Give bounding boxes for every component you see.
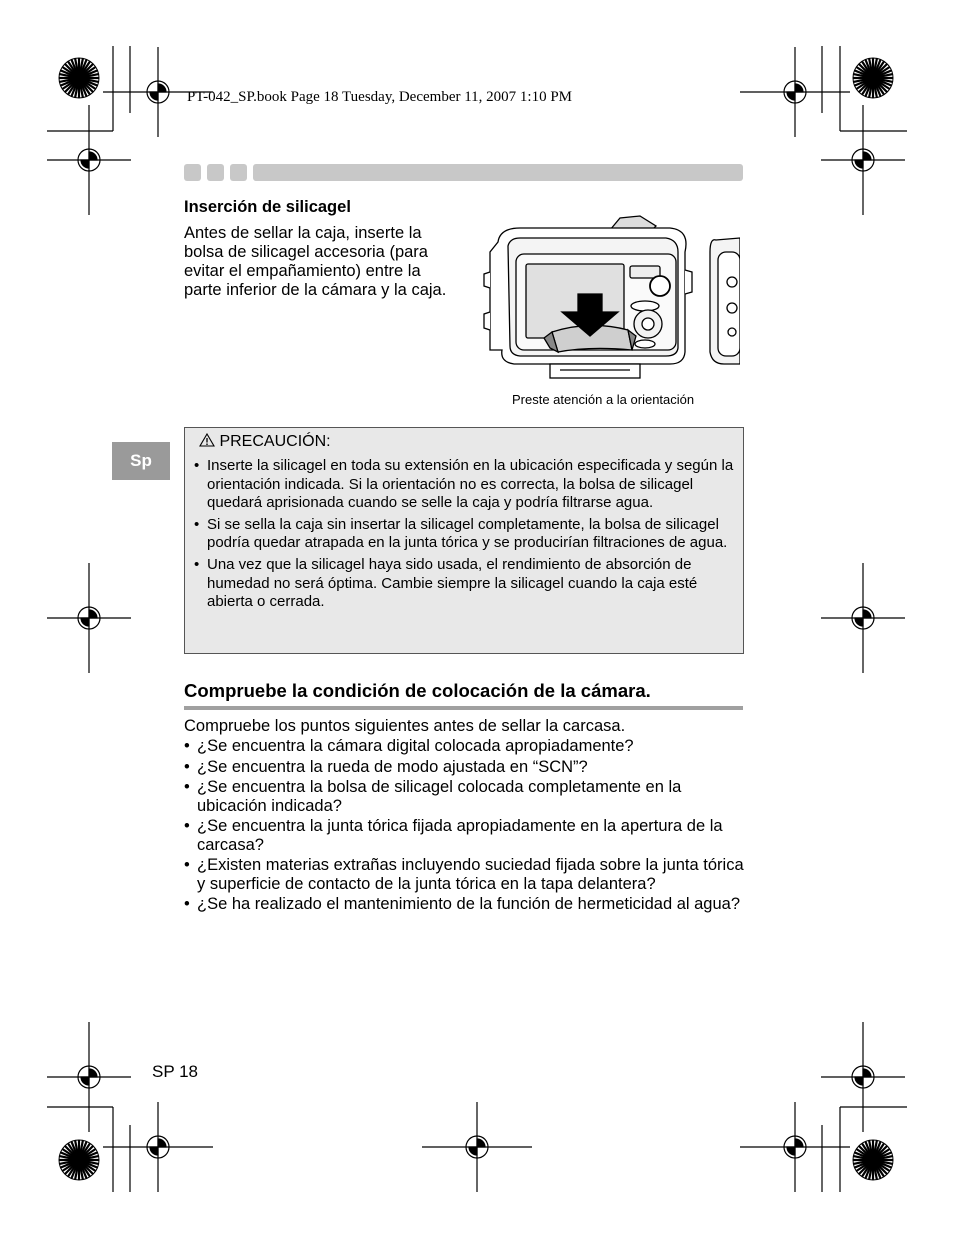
heading-rule (184, 706, 743, 710)
list-item: • ¿Se encuentra la bolsa de silicagel colocada completamente en la ubicación indicada? (184, 778, 746, 815)
language-tab: Sp (112, 442, 170, 480)
silica-line: parte inferior de la cámara y la caja. (184, 281, 447, 299)
check-list (184, 737, 746, 916)
list-item: • ¿Se encuentra la junta tórica fijada apropiadamente en la apertura de la carcasa? (184, 817, 746, 854)
list-item: • Una vez que la silicagel haya sido usada, el rendimiento de absorción de humedad no será óptima. Cambie siempre la silicagel cuando la caja esté abierta o cerrada. (193, 556, 737, 612)
check-intro: Compruebe los puntos siguientes antes de sellar la carcasa. (184, 717, 626, 735)
caution-heading (199, 433, 331, 451)
print-header: PT-042_SP.book Page 18 Tuesday, December 11, 2007 1:10 PM (187, 89, 573, 105)
silica-heading: Inserción de silicagel (184, 198, 351, 216)
figure-caption: Preste atención a la orientación (512, 392, 695, 407)
silica-line: bolsa de silicagel accesoria (para (184, 243, 428, 261)
caution-title: PRECAUCIÓN: (219, 433, 331, 450)
list-item: • ¿Se encuentra la rueda de modo ajustada en “SCN”? (184, 758, 746, 777)
caution-list (193, 457, 737, 615)
silica-paragraph (184, 224, 446, 300)
page-number: SP 18 (152, 1062, 199, 1081)
check-heading: Compruebe la condición de colocación de la cámara. (184, 680, 651, 701)
list-item: • ¿Existen materias extrañas incluyendo suciedad fijada sobre la junta tórica y superficie de contacto de la junta tórica en la tapa delantera? (184, 856, 746, 893)
list-item: • ¿Se ha realizado el mantenimiento de la función de hermeticidad al agua? (184, 895, 746, 914)
list-item: • Inserte la silicagel en toda su extensión en la ubicación especificada y según la orientación indicada. Si la orientación no es correcta, la bolsa de silicagel quedará aprisionada cuando se selle la caja y podría filtrarse agua. (193, 457, 737, 513)
list-item: • Si se sella la caja sin insertar la silicagel completamente, la bolsa de silicagel podría quedar atrapada en la junta tórica y se producirían filtraciones de agua. (193, 516, 737, 553)
warning-triangle-icon (199, 433, 215, 447)
caution-box (184, 427, 744, 654)
silica-line: Antes de sellar la caja, inserte la (184, 224, 422, 242)
camera-housing-illustration (480, 212, 740, 382)
list-item: • ¿Se encuentra la cámara digital colocada apropiadamente? (184, 737, 746, 756)
silica-line: evitar el empañamiento) entre la (184, 262, 421, 280)
